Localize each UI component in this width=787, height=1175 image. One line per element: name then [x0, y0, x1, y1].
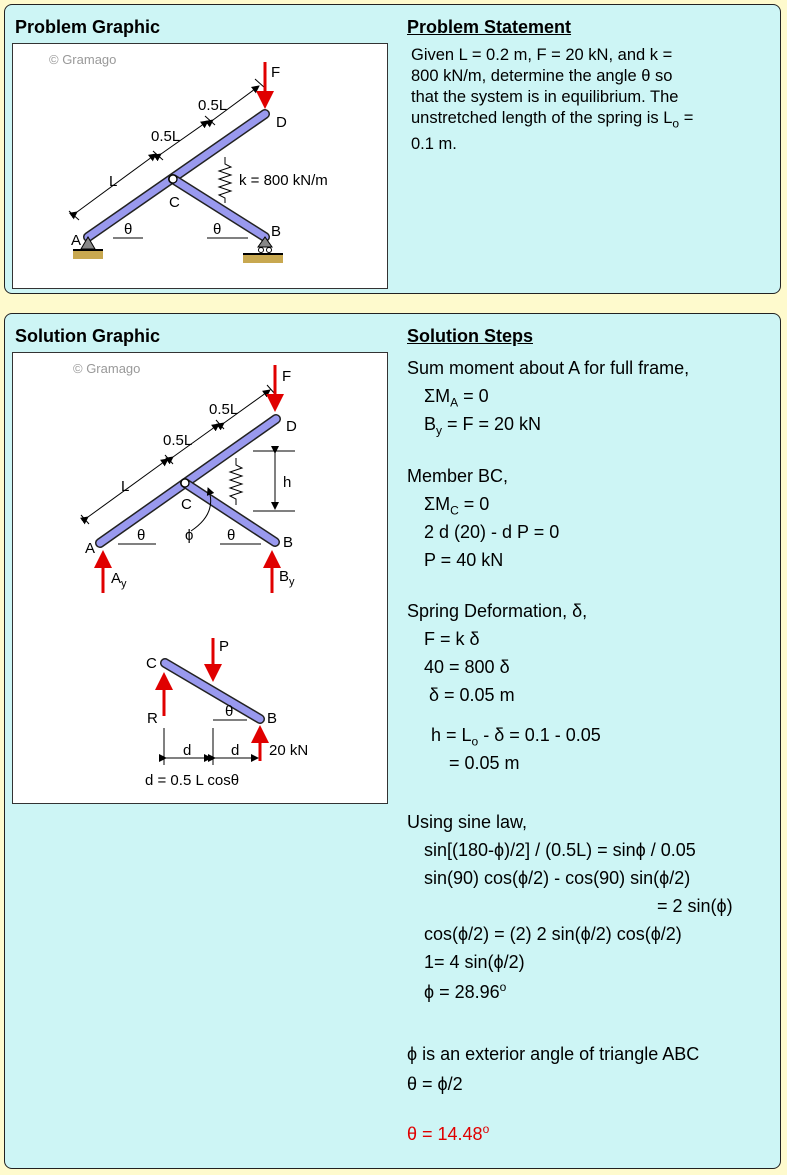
solution-diagram: [12, 352, 388, 804]
step-line: Member BC,: [407, 466, 509, 486]
label-phi: ϕ: [185, 527, 194, 544]
label-theta-b: θ: [213, 221, 222, 238]
label-f: F: [271, 64, 281, 81]
label-b: B: [283, 534, 294, 551]
label-b2: B: [267, 710, 278, 727]
label-r: R: [147, 710, 158, 727]
label-b: B: [271, 223, 282, 240]
label-d1: d: [183, 742, 192, 759]
step-line: sin[(180-ϕ)/2] / (0.5L) = sinϕ / 0.05: [424, 840, 696, 860]
step-line: 40 = 800 δ: [424, 657, 510, 677]
label-c: C: [181, 496, 192, 513]
problem-statement-title: Problem Statement: [407, 17, 572, 37]
label-c2: C: [146, 655, 157, 672]
step-line: 1= 4 sin(ϕ/2): [424, 952, 525, 972]
label-h: h: [283, 474, 292, 491]
solution-panel: [4, 313, 781, 1169]
step-line: $\phi = 28.96^o$: [424, 980, 507, 1002]
statement-line-3: that the system is in equilibrium. The: [411, 88, 679, 106]
label-l: L: [109, 173, 118, 190]
step-line: cos(ϕ/2) = (2) 2 sin(ϕ/2) cos(ϕ/2): [424, 924, 682, 944]
label-half-l-lower: 0.5L: [151, 128, 181, 145]
step-line: sin(90) cos(ϕ/2) - cos(90) sin(ϕ/2): [424, 868, 691, 888]
step-line: $h = L_o - \delta = 0.1 - 0.05$: [431, 725, 601, 749]
label-l: L: [121, 478, 130, 495]
step-line: θ = ϕ/2: [407, 1074, 463, 1094]
label-a: A: [85, 540, 96, 557]
statement-line-4: unstretched length of the spring is $L_o$ =: [411, 109, 694, 131]
label-by: $B_y$: [279, 568, 295, 588]
problem-panel: [4, 4, 781, 294]
problem-statement-text: [411, 45, 771, 155]
final-answer: $\theta = 14.48^o$: [407, 1122, 490, 1144]
step-line: $\Sigma M_A = 0$: [424, 386, 489, 410]
label-theta-fbd: θ: [225, 703, 234, 720]
label-p: P: [219, 638, 230, 655]
problem-graphic-title: Problem Graphic: [15, 17, 161, 37]
label-20kn: 20 kN: [269, 742, 309, 759]
label-d: D: [276, 114, 287, 131]
label-theta-b: θ: [227, 527, 236, 544]
step-line: = 2 sin(ϕ): [657, 896, 733, 916]
statement-line-5: 0.1 m.: [411, 135, 457, 154]
label-half-l-upper: 0.5L: [209, 401, 239, 418]
label-d: D: [286, 418, 297, 435]
step-line: $B_y = F = 20$ kN: [424, 414, 542, 438]
solution-steps-title: Solution Steps: [407, 326, 533, 346]
step-line: Sum moment about A for full frame,: [407, 358, 690, 378]
step-line: ϕ is an exterior angle of triangle ABC: [407, 1044, 700, 1064]
statement-line-1: Given L = 0.2 m, F = 20 kN, and k =: [411, 46, 673, 64]
label-d2: d: [231, 742, 240, 759]
label-d-formula: d = 0.5 L cosθ: [145, 772, 240, 789]
step-line: $\Sigma M_C = 0$: [424, 494, 490, 518]
solution-graphic-title: Solution Graphic: [15, 326, 161, 346]
label-k: k = 800 kN/m: [239, 172, 328, 189]
step-line: = 0.05 m: [449, 753, 520, 773]
statement-line-2: 800 kN/m, determine the angle θ so: [411, 67, 673, 85]
label-half-l-lower: 0.5L: [163, 432, 193, 449]
watermark: © Gramago: [49, 52, 117, 67]
label-f: F: [282, 368, 292, 385]
label-half-l-upper: 0.5L: [198, 97, 228, 114]
step-line: F = k δ: [424, 629, 480, 649]
watermark-2: © Gramago: [73, 361, 141, 376]
step-line: Spring Deformation, δ,: [407, 601, 588, 621]
label-ay: $A_y$: [111, 570, 127, 590]
step-line: Using sine law,: [407, 812, 528, 832]
problem-diagram: [12, 43, 388, 289]
step-line: 2 d (20) - d P = 0: [424, 522, 560, 542]
label-theta-a: θ: [137, 527, 146, 544]
step-line: P = 40 kN: [424, 550, 504, 570]
label-a: A: [71, 232, 82, 249]
label-c: C: [169, 194, 180, 211]
step-line: δ = 0.05 m: [429, 685, 515, 705]
label-theta-a: θ: [124, 221, 133, 238]
